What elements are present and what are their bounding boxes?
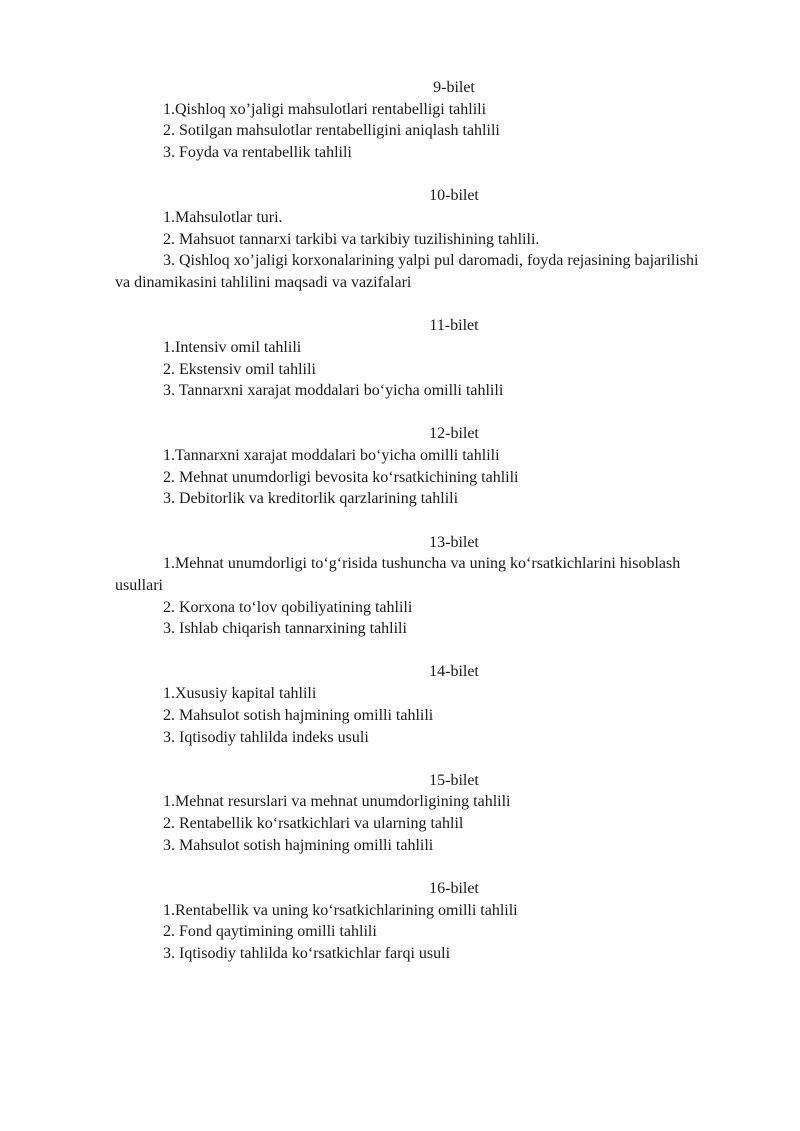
ticket-title: 16-bilet — [429, 879, 479, 897]
question-item: 3. Ishlab chiqarish tannarxining tahlili — [163, 620, 407, 638]
question-item: 1.Intensiv omil tahlili — [163, 338, 302, 356]
ticket-title: 14-bilet — [429, 663, 479, 681]
ticket-12 — [115, 423, 715, 510]
question-item: 2. Korxona to‘lov qobiliyatining tahlili — [163, 598, 413, 616]
ticket-title: 9-bilet — [433, 79, 475, 96]
ticket-title: 15-bilet — [429, 771, 479, 789]
question-item: 1.Mehnat unumdorligi to‘g‘risida tushuncha va uning ko‘rsatkichlarini hisoblash usullari — [115, 555, 681, 594]
question-item: 1.Mehnat resurslari va mehnat unumdorligining tahlili — [163, 793, 511, 811]
question-item: 3. Iqtisodiy tahlilda ko‘rsatkichlar farqi usuli — [163, 944, 451, 962]
question-item: 1.Rentabellik va uning ko‘rsatkichlarining omilli tahlili — [163, 901, 518, 919]
question-item: 2. Mahsulot sotish hajmining omilli tahlili — [163, 706, 434, 724]
question-item: 3. Debitorlik va kreditorlik qarzlarining tahlili — [163, 490, 459, 508]
question-item: 2. Rentabellik ko‘rsatkichlari va ularning tahlil — [163, 815, 464, 833]
question-item: 2. Mehnat unumdorligi bevosita ko‘rsatkichining tahlili — [163, 468, 519, 486]
ticket-16 — [115, 878, 715, 965]
question-item: 2. Fond qaytimining omilli tahlili — [163, 923, 377, 941]
question-item: 1.Qishloq xo’jaligi mahsulotlari rentabelligi tahlili — [163, 100, 487, 118]
question-item: 1.Xususiy kapital tahlili — [163, 685, 317, 703]
ticket-title: 10-bilet — [429, 187, 479, 205]
ticket-title: 13-bilet — [429, 533, 479, 551]
ticket-14 — [115, 661, 715, 748]
question-item: 2. Sotilgan mahsulotlar rentabelligini aniqlash tahlili — [163, 122, 500, 140]
question-item: 3. Foyda va rentabellik tahlili — [163, 144, 352, 162]
question-item: 1.Tannarxni xarajat moddalari bo‘yicha omilli tahlili — [163, 447, 500, 465]
question-item: 3. Mahsulot sotish hajmining omilli tahlili — [163, 836, 434, 854]
question-item: 3. Iqtisodiy tahlilda indeks usuli — [163, 728, 369, 746]
ticket-9 — [115, 77, 715, 164]
ticket-list — [115, 77, 715, 986]
ticket-13 — [115, 532, 715, 641]
ticket-title: 11-bilet — [429, 317, 479, 335]
ticket-10 — [115, 185, 715, 294]
question-item: 1.Mahsulotlar turi. — [163, 208, 283, 226]
question-item: 2. Ekstensiv omil tahlili — [163, 360, 316, 378]
ticket-15 — [115, 770, 715, 857]
question-item: 3. Tannarxni xarajat moddalari bo‘yicha omilli tahlili — [163, 382, 504, 400]
question-item: 3. Qishloq xo’jaligi korxonalarining yalpi pul daromadi, foyda rejasining bajarilishi va dinamikasini tahlilini maqsadi va vazifalari — [115, 252, 699, 292]
ticket-11 — [115, 315, 715, 402]
question-item: 2. Mahsuot tannarxi tarkibi va tarkibiy tuzilishining tahlili. — [163, 230, 540, 248]
ticket-title: 12-bilet — [429, 425, 479, 443]
